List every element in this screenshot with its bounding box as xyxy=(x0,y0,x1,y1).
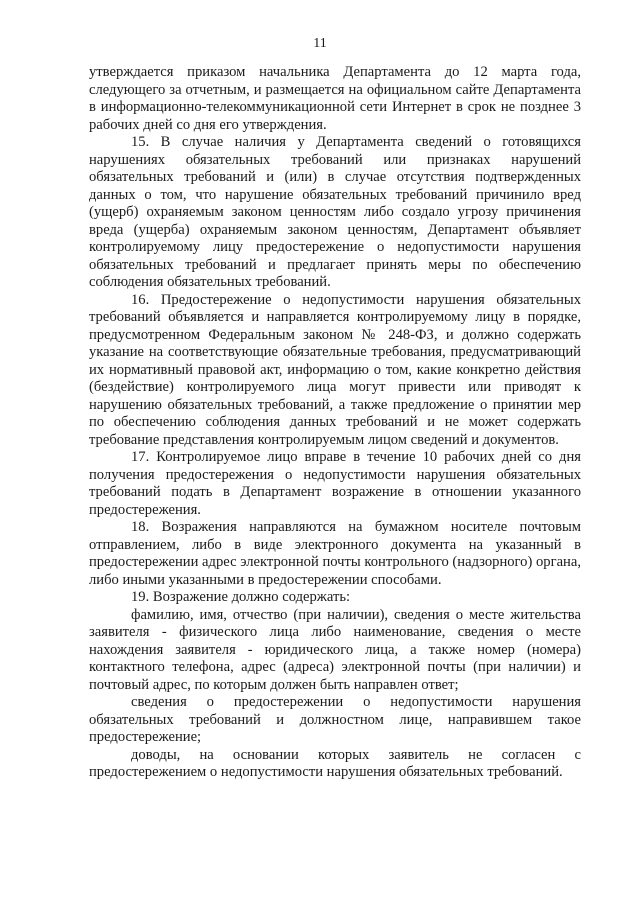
paragraph-19-item-2: сведения о предостережении о недопустимости нарушения обязательных требований и должностном лице, направившем такое предостережение; xyxy=(89,694,581,745)
paragraph-15: 15. В случае наличия у Департамента сведений о готовящихся нарушениях обязательных требований или признаках нарушений обязательных требований и (или) в случае отсутствия подтвержденных данных о том, что нарушение обязательных требований причинило вред (ущерб) охраняемым законом ценностям либо создало угрозу причинения вреда (ущерба) охраняемым законом ценностям, Департамент объявляет контролируемому лицу предостережение о недопустимости нарушения обязательных требований и предлагает принять меры по обеспечению соблюдения обязательных требований. xyxy=(89,134,581,290)
paragraph-17: 17. Контролируемое лицо вправе в течение 10 рабочих дней со дня получения предостережения о недопустимости нарушения обязательных требований подать в Департамент возражение в отношении указанного предостережения. xyxy=(89,449,581,518)
paragraph-16: 16. Предостережение о недопустимости нарушения обязательных требований объявляется и направляется контролируемому лицу в порядке, предусмотренном Федеральным законом № 248-ФЗ, и должно содержать указание на соответствующие обязательные требования, предусматривающий их нормативный правовой акт, информацию о том, какие конкретно действия (бездействие) контролируемого лица могут привести или приводят к нарушению обязательных требований, а также предложение о принятии мер по обеспечению соблюдения данных требований и не может содержать требование представления контролируемым лицом сведений и документов. xyxy=(89,291,581,448)
paragraph-19-item-1: фамилию, имя, отчество (при наличии), сведения о месте жительства заявителя - физического лица либо наименование, сведения о месте нахождения заявителя - юридического лица, а также номер (номера) контактного телефона, адрес (адреса) электронной почты (при наличии) и почтовый адрес, по которым должен быть направлен ответ; xyxy=(89,606,581,693)
paragraph-18: 18. Возражения направляются на бумажном носителе почтовым отправлением, либо в виде электронного документа на указанный в предостережении адрес электронной почты контрольного (надзорного) органа, либо иными указанными в предостережении способами. xyxy=(89,519,581,588)
paragraph-continuation: утверждается приказом начальника Департамента до 12 марта года, следующего за отчетным, и размещается на официальном сайте Департамента в информационно-телекоммуникационной сети Интернет в срок не позднее 3 рабочих дней со дня его утверждения. xyxy=(89,64,581,133)
paragraph-19-item-3: доводы, на основании которых заявитель не согласен с предостережением о недопустимости нарушения обязательных требований. xyxy=(89,746,581,780)
paragraph-19: 19. Возражение должно содержать: xyxy=(131,589,351,605)
document-body xyxy=(89,64,581,782)
page-number: 11 xyxy=(313,36,327,51)
